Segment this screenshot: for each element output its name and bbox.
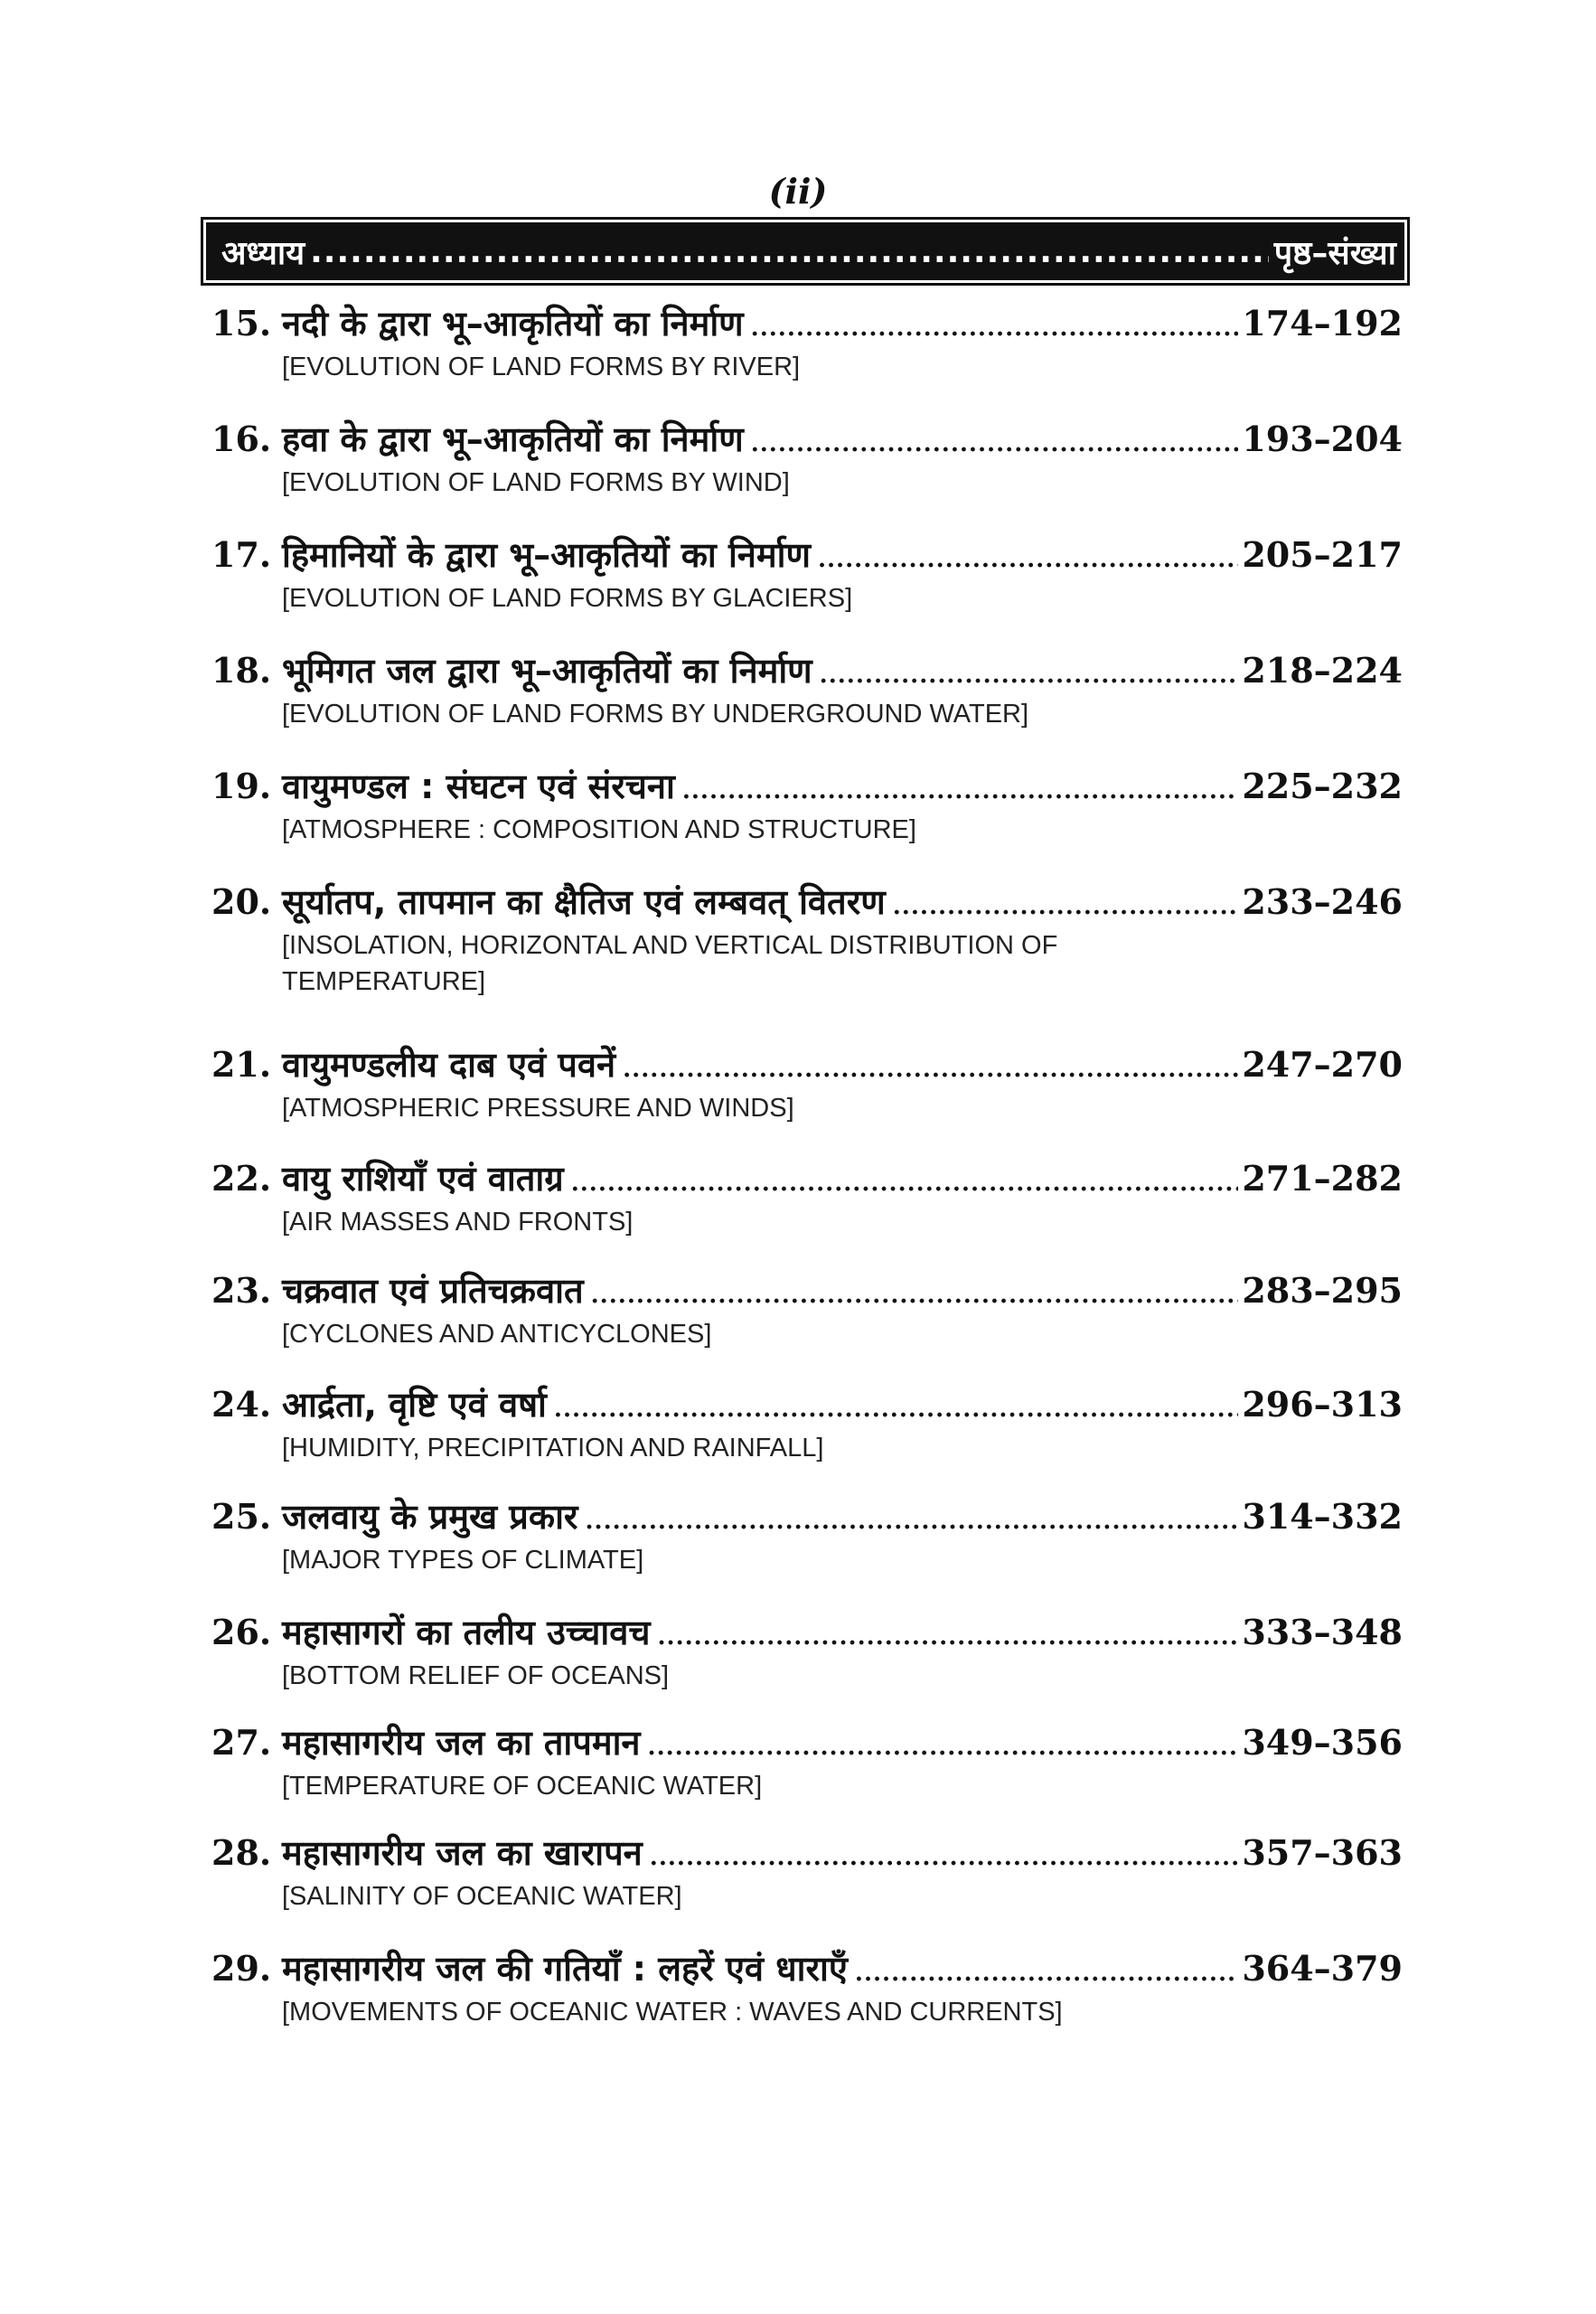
leader-dots bbox=[751, 419, 1239, 469]
entry-pages: 233–246 bbox=[1242, 881, 1403, 922]
leader-dots bbox=[855, 1948, 1238, 1999]
toc-entry-27 bbox=[211, 1717, 1403, 1804]
leader-dots bbox=[554, 1384, 1238, 1434]
leader-dots bbox=[751, 303, 1239, 353]
entry-title: नदी के द्वारा भू–आकृतियों का निर्माण bbox=[282, 304, 744, 343]
toc-entry-28 bbox=[211, 1828, 1403, 1914]
toc-entry-21 bbox=[211, 1039, 1403, 1126]
entry-subtitle: [EVOLUTION OF LAND FORMS BY RIVER] bbox=[282, 353, 801, 381]
entry-subtitle: [EVOLUTION OF LAND FORMS BY GLACIERS] bbox=[282, 584, 853, 613]
entry-title: महासागरीय जल का खारापन bbox=[282, 1833, 643, 1873]
entry-number: 26. bbox=[211, 1612, 272, 1652]
entry-number: 29. bbox=[211, 1948, 272, 1989]
entry-subtitle: [INSOLATION, HORIZONTAL AND VERTICAL DISTRIBUTION OF TEMPERATURE] bbox=[282, 931, 1058, 996]
entry-number: 20. bbox=[211, 881, 272, 922]
leader-dots bbox=[650, 1832, 1239, 1883]
leader-dots bbox=[682, 766, 1239, 816]
entry-subtitle: [EVOLUTION OF LAND FORMS BY WIND] bbox=[282, 468, 790, 497]
leader-dots bbox=[623, 1044, 1238, 1095]
header-page-label: पृष्ठ–संख्या bbox=[1273, 234, 1396, 272]
entry-number: 28. bbox=[211, 1832, 272, 1873]
toc-list bbox=[211, 298, 1403, 2027]
toc-entry-22 bbox=[211, 1153, 1403, 1240]
entry-title: वायु राशियाँ एवं वाताग्र bbox=[282, 1159, 564, 1199]
entry-subtitle: [HUMIDITY, PRECIPITATION AND RAINFALL] bbox=[282, 1434, 824, 1463]
leader-dots bbox=[591, 1270, 1239, 1321]
entry-title: महासागरीय जल की गतियाँ : लहरें एवं धाराएँ bbox=[282, 1949, 848, 1989]
toc-entry-17 bbox=[211, 530, 1403, 616]
entry-pages: 357–363 bbox=[1242, 1832, 1403, 1873]
toc-entry-18 bbox=[211, 645, 1403, 732]
entry-pages: 271–282 bbox=[1242, 1158, 1403, 1199]
entry-subtitle: [MAJOR TYPES OF CLIMATE] bbox=[282, 1546, 644, 1575]
entry-pages: 349–356 bbox=[1242, 1722, 1403, 1763]
entry-pages: 296–313 bbox=[1242, 1384, 1403, 1425]
toc-entry-15 bbox=[211, 298, 1403, 385]
leader-dots bbox=[648, 1722, 1239, 1773]
toc-entry-26 bbox=[211, 1607, 1403, 1694]
entry-subtitle: [SALINITY OF OCEANIC WATER] bbox=[282, 1882, 682, 1911]
entry-subtitle: [TEMPERATURE OF OCEANIC WATER] bbox=[282, 1772, 763, 1801]
entry-subtitle: [ATMOSPHERIC PRESSURE AND WINDS] bbox=[282, 1094, 794, 1123]
header-leader-dots bbox=[310, 233, 1269, 270]
entry-number: 17. bbox=[211, 534, 272, 575]
entry-pages: 218–224 bbox=[1242, 650, 1403, 691]
entry-title: भूमिगत जल द्वारा भू–आकृतियों का निर्माण bbox=[282, 651, 812, 691]
entry-pages: 314–332 bbox=[1242, 1496, 1403, 1537]
leader-dots bbox=[657, 1612, 1238, 1662]
entry-title: वायुमण्डल : संघटन एवं संरचना bbox=[282, 767, 675, 806]
toc-entry-29 bbox=[211, 1943, 1403, 2030]
entry-number: 25. bbox=[211, 1496, 272, 1537]
entry-number: 27. bbox=[211, 1722, 272, 1763]
leader-dots bbox=[818, 534, 1238, 585]
entry-pages: 174–192 bbox=[1242, 303, 1403, 343]
entry-pages: 247–270 bbox=[1242, 1044, 1403, 1085]
entry-pages: 193–204 bbox=[1242, 419, 1403, 459]
entry-title: जलवायु के प्रमुख प्रकार bbox=[282, 1497, 578, 1537]
entry-pages: 225–232 bbox=[1242, 766, 1403, 806]
entry-title: हवा के द्वारा भू–आकृतियों का निर्माण bbox=[282, 419, 744, 459]
leader-dots bbox=[893, 881, 1239, 932]
entry-pages: 205–217 bbox=[1242, 534, 1403, 575]
entry-title: चक्रवात एवं प्रतिचक्रवात bbox=[282, 1271, 584, 1311]
entry-subtitle: [BOTTOM RELIEF OF OCEANS] bbox=[282, 1661, 670, 1690]
leader-dots bbox=[585, 1496, 1238, 1547]
toc-entry-24 bbox=[211, 1379, 1403, 1466]
entry-number: 23. bbox=[211, 1270, 272, 1311]
entry-pages: 283–295 bbox=[1242, 1270, 1403, 1311]
entry-number: 24. bbox=[211, 1384, 272, 1425]
toc-entry-20 bbox=[211, 877, 1403, 1000]
entry-number: 16. bbox=[211, 419, 272, 459]
entry-title: सूर्यातप, तापमान का क्षैतिज एवं लम्बवत् वितरण bbox=[282, 882, 886, 922]
entry-title: आर्द्रता, वृष्टि एवं वर्षा bbox=[282, 1385, 547, 1425]
page-number: (ii) bbox=[768, 171, 828, 212]
entry-title: महासागरों का तलीय उच्चावच bbox=[282, 1613, 651, 1652]
leader-dots bbox=[571, 1158, 1239, 1209]
header-chapter-label: अध्याय bbox=[221, 234, 305, 272]
entry-pages: 333–348 bbox=[1242, 1612, 1403, 1652]
entry-title: महासागरीय जल का तापमान bbox=[282, 1723, 641, 1763]
entry-subtitle: [AIR MASSES AND FRONTS] bbox=[282, 1208, 634, 1237]
entry-title: हिमानियों के द्वारा भू–आकृतियों का निर्माण bbox=[282, 535, 811, 575]
entry-title: वायुमण्डलीय दाब एवं पवनें bbox=[282, 1045, 616, 1085]
toc-entry-23 bbox=[211, 1265, 1403, 1352]
entry-number: 22. bbox=[211, 1158, 272, 1199]
entry-subtitle: [EVOLUTION OF LAND FORMS BY UNDERGROUND WATER] bbox=[282, 700, 1029, 729]
entry-subtitle: [ATMOSPHERE : COMPOSITION AND STRUCTURE] bbox=[282, 815, 916, 844]
entry-subtitle: [MOVEMENTS OF OCEANIC WATER : WAVES AND CURRENTS] bbox=[282, 1998, 1063, 2027]
entry-number: 19. bbox=[211, 766, 272, 806]
leader-dots bbox=[820, 650, 1239, 701]
entry-number: 18. bbox=[211, 650, 272, 691]
entry-pages: 364–379 bbox=[1242, 1948, 1403, 1989]
toc-entry-25 bbox=[211, 1491, 1403, 1578]
entry-number: 15. bbox=[211, 303, 272, 343]
entry-number: 21. bbox=[211, 1044, 272, 1085]
toc-entry-19 bbox=[211, 761, 1403, 848]
toc-entry-16 bbox=[211, 414, 1403, 501]
toc-header-bar bbox=[201, 217, 1410, 286]
entry-subtitle: [CYCLONES AND ANTICYCLONES] bbox=[282, 1320, 712, 1349]
